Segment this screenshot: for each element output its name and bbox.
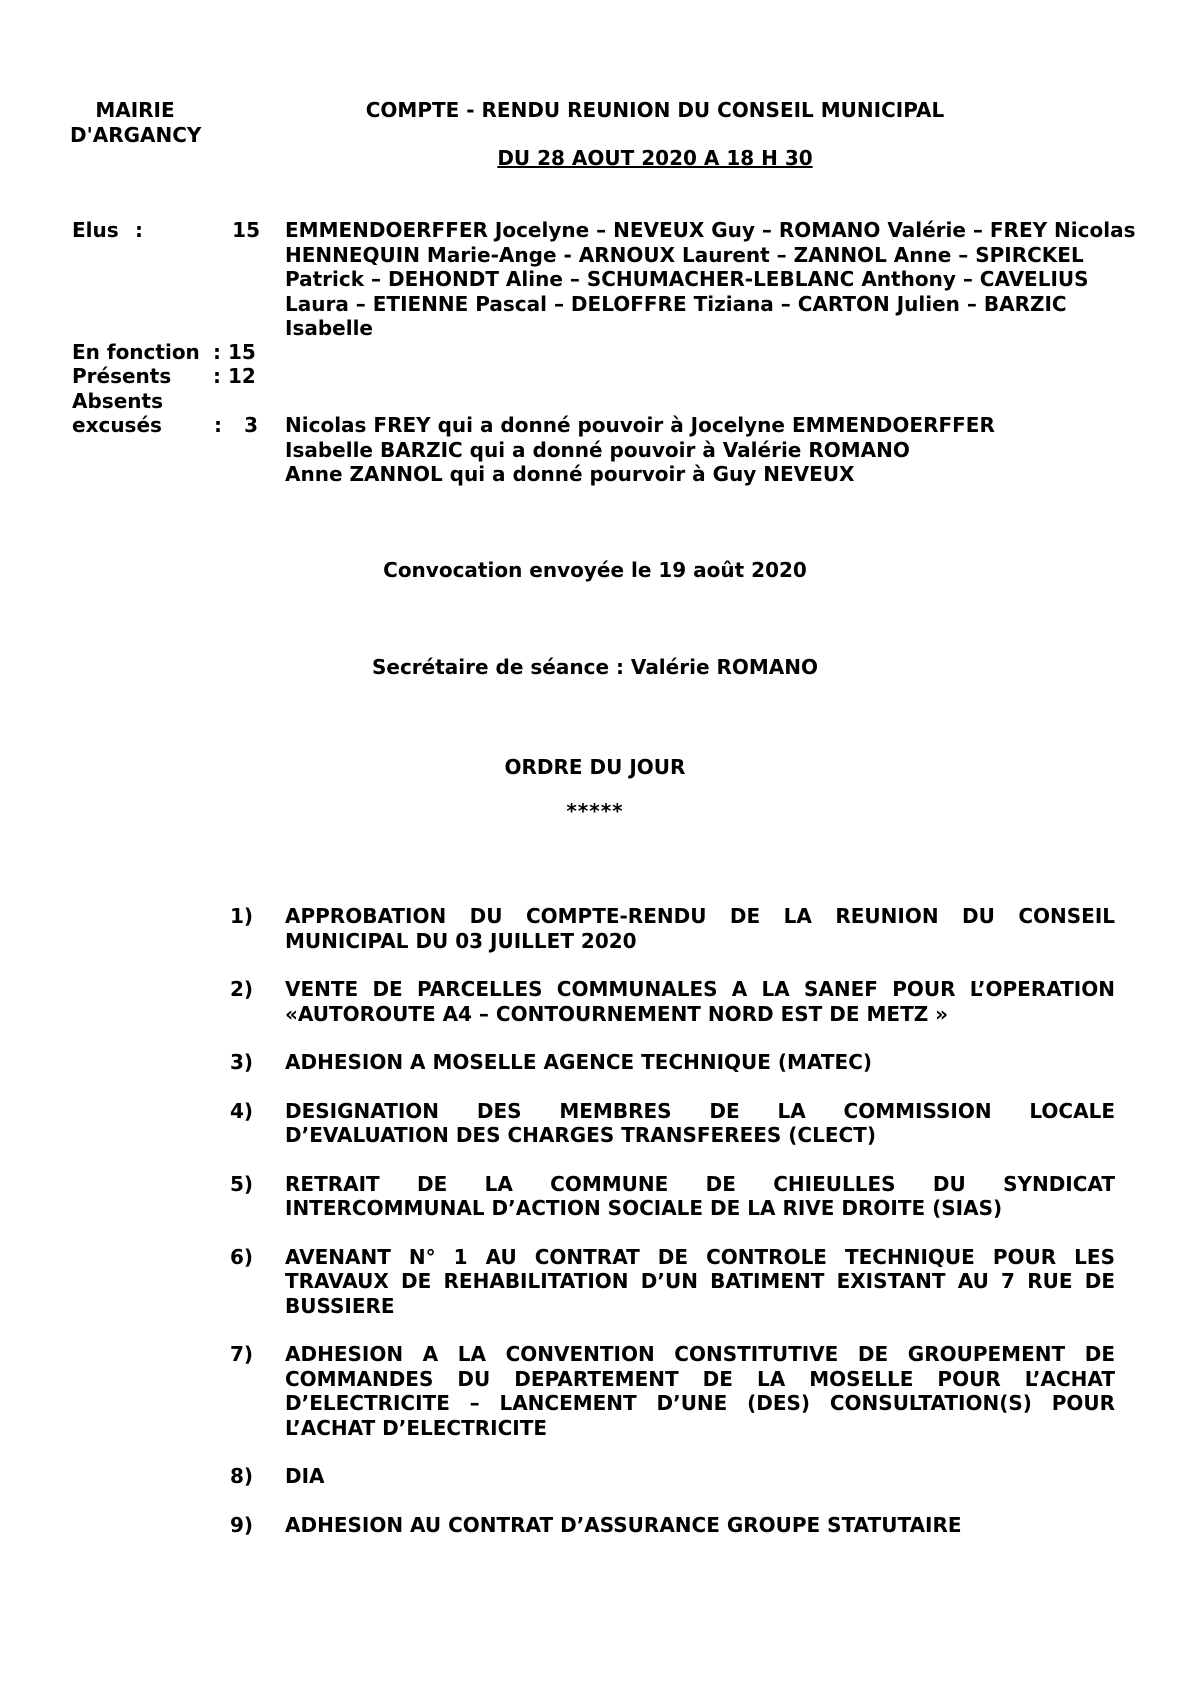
en-fonction-label: En fonction (72, 340, 200, 364)
excuse-entry: Isabelle BARZIC qui a donné pouvoir à Valérie ROMANO (285, 437, 910, 462)
excuses-label: excusés (72, 413, 162, 437)
agenda-item (220, 1342, 1120, 1440)
agenda-item-number: 8) (230, 1464, 254, 1488)
agenda-item-text (285, 977, 1115, 1026)
agenda-item-text (285, 1513, 1115, 1538)
convocation-line: Convocation envoyée le 19 août 2020 (383, 558, 807, 582)
agenda-item-line: RETRAIT DE LA COMMUNE DE CHIEULLES DU SYNDICAT (285, 1171, 1115, 1196)
agenda-item (220, 1464, 1120, 1489)
meeting-date: DU 28 AOUT 2020 A 18 H 30 (497, 146, 813, 170)
agenda-item-text (285, 1342, 1115, 1440)
elus-count: 15 (232, 218, 260, 242)
absents-label: Absents (72, 389, 163, 413)
mairie-line-1: MAIRIE (95, 98, 175, 122)
document-title: COMPTE - RENDU REUNION DU CONSEIL MUNICIPAL (365, 98, 945, 122)
agenda-item-number: 5) (230, 1171, 254, 1196)
agenda-item (220, 977, 1120, 1026)
agenda-item-line: D’ELECTRICITE – LANCEMENT D’UNE (DES) CONSULTATION(S) POUR (285, 1391, 1115, 1415)
agenda-item-number: 4) (230, 1098, 254, 1123)
agenda-item-number: 7) (230, 1342, 254, 1366)
excuse-entry: Nicolas FREY qui a donné pouvoir à Jocelyne EMMENDOERFFER (285, 413, 995, 437)
agenda-item-text (285, 1172, 1115, 1221)
agenda-item-line: L’ACHAT D’ELECTRICITE (285, 1415, 548, 1440)
agenda-item (220, 904, 1120, 953)
mairie-line-2: D'ARGANCY (70, 122, 202, 147)
absents-colon: : (214, 413, 222, 437)
secretaire-line: Secrétaire de séance : Valérie ROMANO (371, 655, 818, 679)
agenda-item-number: 3) (230, 1050, 254, 1074)
agenda-list (220, 904, 1120, 1561)
agenda-item-text (285, 904, 1115, 953)
separator-stars: ***** (566, 799, 624, 823)
agenda-item-line: «AUTOROUTE A4 – CONTOURNEMENT NORD EST DE METZ » (285, 1001, 949, 1026)
agenda-item-text (285, 1099, 1115, 1148)
agenda-item-line: APPROBATION DU COMPTE-RENDU DE LA REUNION DU CONSEIL (285, 904, 1115, 928)
elus-names-line: HENNEQUIN Marie-Ange - ARNOUX Laurent – ZANNOL Anne – SPIRCKEL (285, 242, 1084, 267)
agenda-item-number: 1) (230, 904, 254, 928)
agenda-item-number: 6) (230, 1244, 254, 1269)
presents-label: Présents (72, 364, 172, 388)
elus-label: Elus (72, 218, 119, 242)
agenda-item-line: D’EVALUATION DES CHARGES TRANSFEREES (CLECT) (285, 1123, 876, 1147)
ordre-du-jour-title: ORDRE DU JOUR (504, 755, 686, 779)
presents-value: : 12 (213, 364, 256, 388)
excuses-list (285, 413, 1085, 487)
agenda-item-line: ADHESION A MOSELLE AGENCE TECHNIQUE (MATEC) (285, 1050, 873, 1074)
elus-names-line: EMMENDOERFFER Jocelyne – NEVEUX Guy – ROMANO Valérie – FREY Nicolas (285, 218, 1136, 242)
agenda-item-line: INTERCOMMUNAL D’ACTION SOCIALE DE LA RIVE DROITE (SIAS) (285, 1196, 1003, 1220)
agenda-item (220, 1050, 1120, 1075)
agenda-item (220, 1172, 1120, 1221)
agenda-item-line: ADHESION AU CONTRAT D’ASSURANCE GROUPE STATUTAIRE (285, 1512, 962, 1537)
agenda-item-line: DIA (285, 1464, 325, 1488)
agenda-item-line: MUNICIPAL DU 03 JUILLET 2020 (285, 928, 637, 953)
agenda-item-text (285, 1050, 1115, 1075)
elus-names-line: Patrick – DEHONDT Aline – SCHUMACHER-LEBLANC Anthony – CAVELIUS (285, 267, 1089, 291)
excuse-entry: Anne ZANNOL qui a donné pourvoir à Guy NEVEUX (285, 462, 855, 486)
agenda-item-line: TRAVAUX DE REHABILITATION D’UN BATIMENT EXISTANT AU 7 RUE DE (285, 1269, 1115, 1293)
agenda-item-line: BUSSIERE (285, 1293, 395, 1318)
agenda-item (220, 1245, 1120, 1319)
elus-names-line: Laura – ETIENNE Pascal – DELOFFRE Tiziana – CARTON Julien – BARZIC (285, 291, 1067, 316)
agenda-item-line: ADHESION A LA CONVENTION CONSTITUTIVE DE GROUPEMENT DE (285, 1342, 1115, 1366)
agenda-item-line: AVENANT N° 1 AU CONTRAT DE CONTROLE TECHNIQUE POUR LES (285, 1244, 1115, 1269)
agenda-item (220, 1099, 1120, 1148)
agenda-item (220, 1513, 1120, 1538)
agenda-item-line: DESIGNATION DES MEMBRES DE LA COMMISSION LOCALE (285, 1098, 1115, 1123)
elus-names (285, 218, 1155, 341)
agenda-item-line: COMMANDES DU DEPARTEMENT DE LA MOSELLE POUR L’ACHAT (285, 1366, 1115, 1391)
agenda-item-text (285, 1464, 1115, 1489)
en-fonction-value: : 15 (213, 340, 256, 364)
mairie-header (70, 98, 200, 147)
absents-count: 3 (244, 413, 258, 437)
agenda-item-text (285, 1245, 1115, 1319)
elus-colon: : (135, 218, 143, 242)
agenda-item-line: VENTE DE PARCELLES COMMUNALES A LA SANEF POUR L’OPERATION (285, 977, 1115, 1001)
agenda-item-number: 2) (230, 977, 254, 1001)
agenda-item-number: 9) (230, 1512, 254, 1537)
elus-names-line: Isabelle (285, 316, 373, 340)
